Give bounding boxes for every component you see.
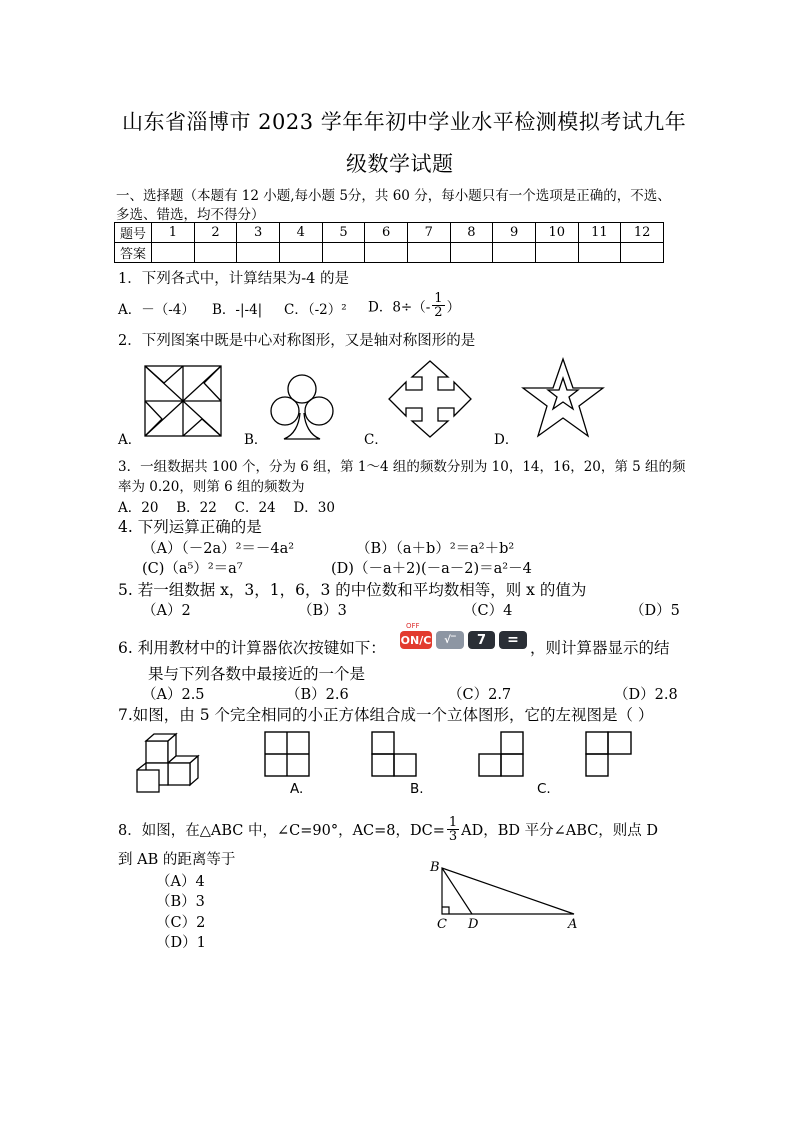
q5-option-d: （D）5 — [630, 603, 680, 619]
q1-option-d-suffix: ） — [446, 299, 461, 316]
page-title: 山东省淄博市 2023 学年年初中学业水平检测模拟考试九年 — [122, 110, 687, 134]
q8-option-d: （D）1 — [156, 935, 206, 951]
q4-option-d: (D)（－a＋2)(－a－2)＝a²－4 — [331, 561, 532, 577]
q1-stem: 1．下列各式中，计算结果为-4 的是 — [118, 271, 349, 287]
answer-cell[interactable] — [407, 243, 450, 263]
calculator-sqrt-key: √‾ — [436, 631, 464, 649]
q8-option-c: （C）2 — [156, 915, 206, 931]
q7-option-a: A. — [290, 781, 304, 797]
q6-stem-after: ，则计算器显示的结 — [530, 639, 670, 657]
table-cell: 2 — [194, 223, 237, 243]
q6-option-b: （B）2.6 — [286, 687, 349, 703]
fraction-denominator: 3 — [448, 829, 458, 844]
q5-option-b: （B）3 — [298, 603, 347, 619]
view-option-a-figure — [264, 731, 310, 777]
vertex-label-a: A — [568, 917, 578, 932]
q6-option-c: （C）2.7 — [448, 687, 512, 703]
q1-option-d-prefix: D．8÷（- — [368, 299, 431, 316]
fraction — [447, 816, 459, 843]
answer-cell[interactable] — [621, 243, 664, 263]
cube-stack-figure — [136, 733, 204, 793]
table-cell: 10 — [535, 223, 578, 243]
q2-option-d: D． — [494, 432, 519, 448]
triangle-abc-figure — [426, 860, 586, 936]
answer-cell[interactable] — [535, 243, 578, 263]
q2-option-b: B． — [244, 432, 268, 448]
q1-option-b: B．-|-4| — [212, 302, 263, 318]
q6-option-a: （A）2.5 — [142, 687, 205, 703]
fraction-denominator: 2 — [434, 305, 443, 320]
q3-stem-line2: 率为 0.20，则第 6 组的频数为 — [118, 479, 305, 495]
table-cell: 3 — [237, 223, 280, 243]
answer-table — [114, 222, 664, 263]
fraction — [432, 292, 444, 319]
section-instructions: 一、选择题（本题有 12 小题,每小题 5分，共 60 分，每小题只有一个选项是正确的，不选、 — [116, 188, 671, 204]
calculator-off-label: OFF — [406, 622, 420, 630]
table-cell: 1 — [152, 223, 195, 243]
answer-cell[interactable] — [493, 243, 536, 263]
q1-option-c: C．（-2）² — [284, 302, 347, 318]
page-title-line2: 级数学试题 — [346, 152, 454, 176]
q2-stem: 2．下列图案中既是中心对称图形，又是轴对称图形的是 — [118, 333, 476, 349]
club-figure — [268, 373, 336, 441]
answer-cell[interactable] — [322, 243, 365, 263]
table-cell: 9 — [493, 223, 536, 243]
table-cell: 7 — [407, 223, 450, 243]
table-cell: 4 — [279, 223, 322, 243]
table-header-cell: 答案 — [115, 243, 152, 263]
table-cell: 6 — [365, 223, 408, 243]
table-row — [115, 223, 664, 243]
q8-stem — [118, 816, 658, 843]
view-option-c-figure — [478, 731, 524, 777]
q5-option-c: （C）4 — [463, 603, 513, 619]
q3-options: A．20 B．22 C．24 D．30 — [118, 500, 335, 516]
q2-option-a: A． — [118, 432, 142, 448]
section-instructions-line2: 多选、错选，均不得分） — [116, 207, 265, 223]
answer-cell[interactable] — [365, 243, 408, 263]
q2-option-c: C． — [364, 432, 388, 448]
q8-option-b: （B）3 — [156, 894, 205, 910]
q4-option-b: （B）（a＋b）²＝a²＋b² — [356, 541, 515, 557]
table-row — [115, 243, 664, 263]
fraction-numerator: 1 — [434, 291, 443, 306]
answer-cell[interactable] — [237, 243, 280, 263]
q4-option-a: （A）（－2a）²＝－4a² — [142, 541, 295, 557]
vertex-label-b: B — [430, 860, 440, 875]
table-cell: 5 — [322, 223, 365, 243]
q5-stem: 5. 若一组数据 x，3，1，6，3 的中位数和平均数相等，则 x 的值为 — [118, 581, 587, 599]
q6-stem: 6. 利用教材中的计算器依次按键如下： — [118, 639, 386, 657]
four-arrow-figure — [388, 360, 472, 438]
view-option-b-figure — [371, 731, 417, 777]
q7-stem: 7.如图，由 5 个完全相同的小正方体组合成一个立体图形，它的左视图是（ ） — [118, 706, 654, 724]
q8-stem-part1: 8．如图，在△ABC 中，∠C=90°，AC=8，DC= — [118, 823, 445, 839]
answer-cell[interactable] — [194, 243, 237, 263]
q6-option-d: （D）2.8 — [614, 687, 678, 703]
q8-stem-part2: AD，BD 平分∠ABC，则点 D — [461, 823, 659, 839]
view-option-d-figure — [585, 731, 633, 777]
calculator-equals-key: = — [499, 631, 527, 649]
q7-option-b: B. — [410, 781, 424, 797]
table-cell: 12 — [621, 223, 664, 243]
calculator-on-c-key: ON/C — [400, 631, 432, 649]
q4-option-c: (C)（a⁵）²＝a⁷ — [142, 561, 243, 577]
q6-stem-line2: 果与下列各数中最接近的一个是 — [148, 665, 366, 683]
table-cell: 11 — [578, 223, 621, 243]
q7-option-c: C. — [537, 781, 551, 797]
vertex-label-c: C — [437, 917, 447, 932]
star-figure — [522, 358, 604, 438]
answer-cell[interactable] — [578, 243, 621, 263]
answer-cell[interactable] — [450, 243, 493, 263]
q1-option-d — [368, 292, 460, 319]
q3-stem: 3．一组数据共 100 个，分为 6 组，第 1～4 组的频数分别为 10，14，16，20，第 5 组的频 — [118, 459, 686, 475]
q8-option-a: （A）4 — [156, 874, 205, 890]
q5-option-a: （A）2 — [142, 603, 191, 619]
pinwheel-figure — [144, 365, 222, 437]
q4-stem: 4. 下列运算正确的是 — [118, 518, 262, 536]
table-header-cell: 题号 — [115, 223, 152, 243]
q8-stem-line2: 到 AB 的距离等于 — [118, 852, 236, 868]
table-cell: 8 — [450, 223, 493, 243]
answer-cell[interactable] — [279, 243, 322, 263]
fraction-numerator: 1 — [448, 815, 458, 830]
vertex-label-d: D — [468, 917, 479, 932]
q1-option-a: A．－（-4） — [118, 302, 195, 318]
answer-cell[interactable] — [152, 243, 195, 263]
calculator-seven-key: 7 — [468, 631, 495, 649]
